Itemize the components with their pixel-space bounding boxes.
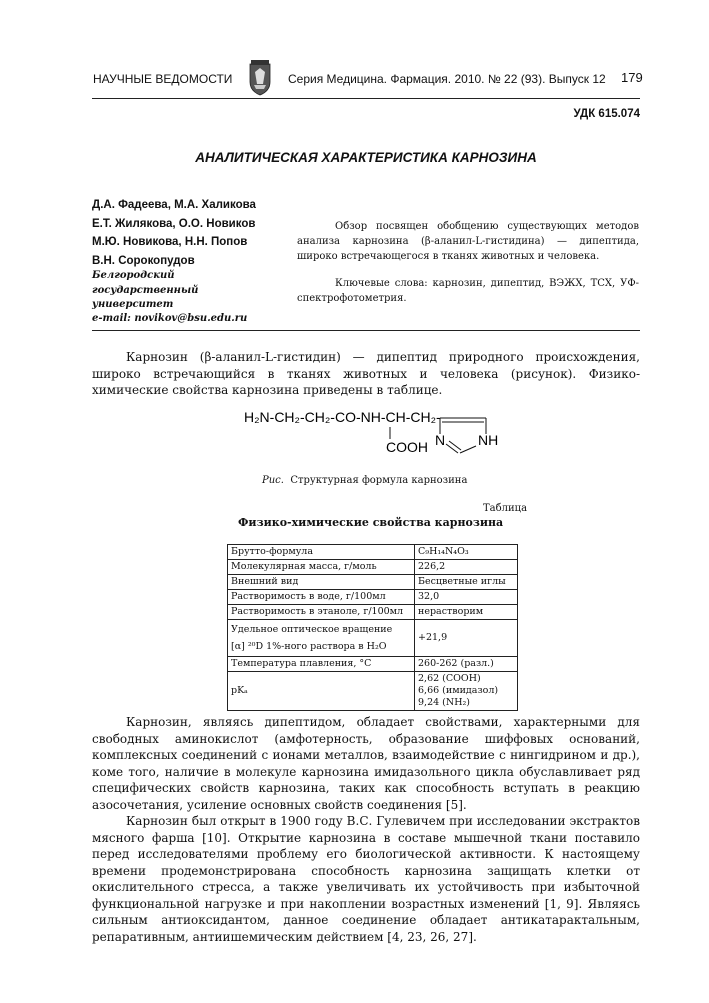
intro-text: Карнозин (β-аланил-L-гистидин) — дипептид природного происхождения, широко встречающийся в тканях животных и человека (рисунок). Физико-химические свойства карнозина приведены в таблице.: [92, 350, 640, 397]
contact-email: e-mail: novikov@bsu.edu.ru: [92, 313, 248, 324]
affiliation-line: университет: [92, 299, 174, 310]
table-row: Удельное оптическое вращение [α] ²⁰D 1%-ного раствора в H₂O +21,9: [228, 620, 518, 657]
author-line: Е.Т. Жилякова, О.О. Новиков: [92, 217, 256, 230]
table-row: Брутто-формула C₉H₁₄N₄O₃: [228, 545, 518, 560]
formula-cooh: COOH: [386, 439, 428, 455]
formula-n: N: [435, 432, 446, 448]
figure-label: Рис.: [262, 475, 284, 486]
table-row: Температура плавления, °С 260-262 (разл.): [228, 657, 518, 672]
affiliation-line: государственный: [92, 284, 199, 296]
body-paragraphs: [92, 714, 640, 945]
table-label: Таблица: [483, 503, 528, 514]
figure-caption: [262, 475, 467, 486]
intro-paragraph: [92, 349, 640, 399]
table-row: Растворимость в этаноле, г/100мл нерастворим: [228, 605, 518, 620]
structural-formula: [240, 404, 510, 462]
abstract: [297, 219, 639, 306]
table-row: Растворимость в воде, г/100мл 32,0: [228, 590, 518, 605]
author-line: Д.А. Фадеева, М.А. Халикова: [92, 199, 256, 211]
abstract-divider: [92, 330, 640, 331]
page-number: 179: [621, 70, 643, 85]
university-emblem-icon: [248, 58, 272, 96]
table-title: Физико-химические свойства карнозина: [238, 516, 504, 529]
paragraph: Карнозин, являясь дипептидом, обладает свойствами, характерными для свободных аминокислот (амфотерность, образование шиффовых оснований, комплексных соединений с ионами металлов, взаимодействие с нингидрином и др.), коме того, наличие в молекуле карнозина имидазольного цикла обуславливает ряд специфических свойств карнозина, таких как способность вступать в реакцию азосочетания, усиление основных свойств соединения [5].: [92, 715, 640, 812]
header-divider: [92, 98, 640, 99]
journal-name: НАУЧНЫЕ ВЕДОМОСТИ: [93, 72, 233, 86]
abstract-text: Обзор посвящен обобщению существующих методов анализа карнозина (β-аланил-L-гистидина) — дипептида, широко встречающегося в тканях животных и человека.: [297, 221, 639, 262]
paragraph: Карнозин был открыт в 1900 году В.С. Гулевичем при исследовании экстрактов мясного фарша [10]. Открытие карнозина в составе мышечной ткани поставило перед исследователями проблему его биологической активности. К настоящему времени продемонстрирована способность карнозина защищать клетки от окислительного стресса, а также увеличивать их устойчивость при избыточной функциональной нагрузке и при накоплении возрастных изменений [1, 9]. Являясь сильным антиоксидантом, данное соединение обладает антикатарактальным, репаративным, антиишемическим действием [4, 23, 26, 27].: [92, 814, 640, 944]
author-line: М.Ю. Новикова, Н.Н. Попов: [92, 236, 248, 248]
formula-chain: H₂N-CH₂-CH₂-CO-NH-CH-CH₂-: [244, 409, 441, 425]
table-row: pKₐ 2,62 (COOH) 6,66 (имидазол) 9,24 (NH₂): [228, 672, 518, 711]
affiliation-line: Белгородский: [92, 270, 175, 281]
figure-caption-text: Структурная формула карнозина: [290, 475, 468, 486]
authors-block: [92, 196, 256, 270]
properties-table: [227, 544, 518, 711]
table-row: Молекулярная масса, г/моль 226,2: [228, 560, 518, 575]
article-title: АНАЛИТИЧЕСКАЯ ХАРАКТЕРИСТИКА КАРНОЗИНА: [195, 150, 537, 165]
author-line: В.Н. Сорокопудов: [92, 254, 195, 267]
table-row: Внешний вид Бесцветные иглы: [228, 575, 518, 590]
formula-nh: NH: [478, 432, 499, 448]
keywords: Ключевые слова: карнозин, дипептид, ВЭЖХ, ТСХ, УФ-спектрофотометрия.: [297, 278, 639, 304]
udk-code: УДК 615.074: [573, 108, 640, 120]
series-info: Серия Медицина. Фармация. 2010. № 22 (93). Выпуск 12: [288, 72, 606, 86]
affiliation: [92, 269, 198, 313]
